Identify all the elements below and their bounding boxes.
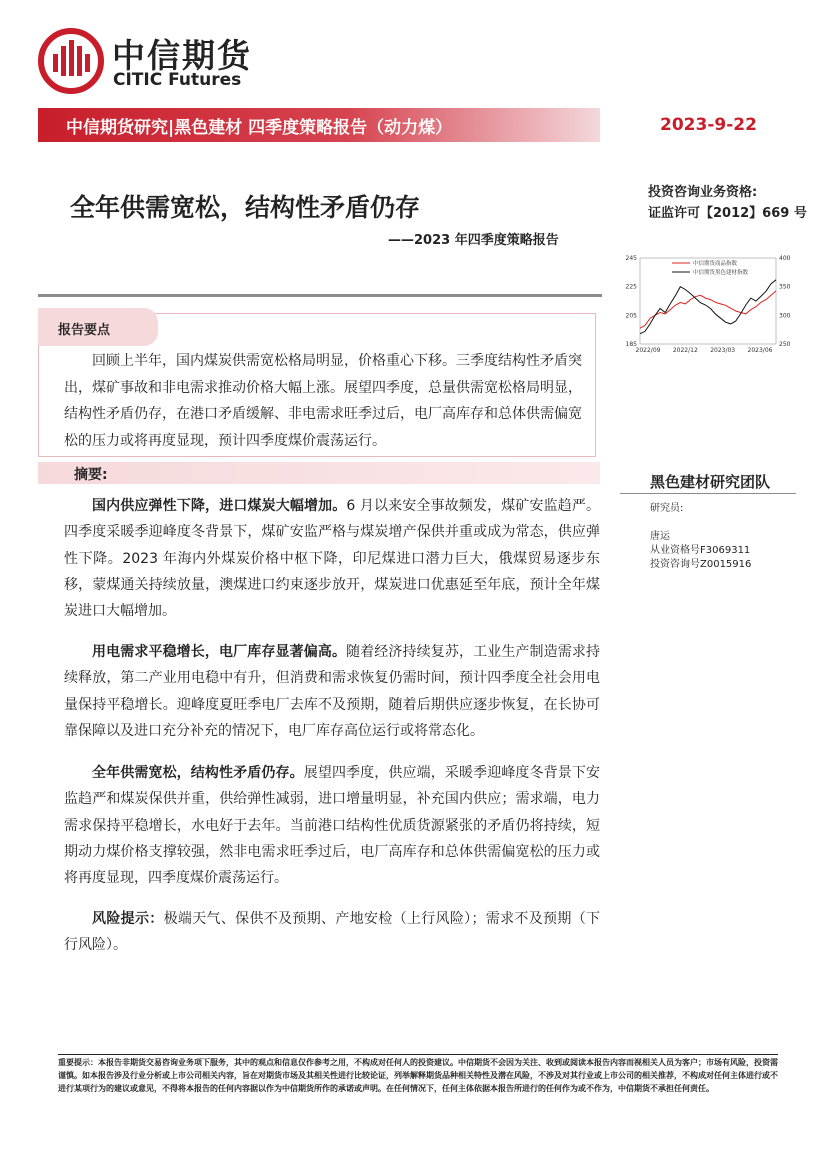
report-date: 2023-9-22 (660, 115, 757, 135)
summary-label: 报告要点 (58, 323, 111, 338)
paragraph-body: 6 月以来安全事故频发，煤矿安监趋严。四季度采暖季迎峰度冬背景下，煤矿安监严格与煤炭增产保供并重或成为常态，供应弹性下降。2023 年海内外煤炭价格中枢下降，印尼煤进口潜力巨大，俄煤贸易逐步东移，蒙煤通关持续放量，澳煤进口约束逐步放开，煤炭进口优惠延至年底，预计全年煤炭进口大幅增加。 (64, 498, 601, 620)
paragraph-lead: 全年供需宽松，结构性矛盾仍存。 (92, 765, 304, 781)
team-title: 黑色建材研究团队 (650, 473, 771, 491)
abstract-paragraph-demand (64, 639, 600, 744)
qualification-number: 证监许可【2012】669 号 (648, 206, 807, 221)
abstract-header-bar (38, 462, 600, 484)
paragraph-body: 随着经济持续复苏，工业生产制造需求持续释放，第二产业用电稳中有升，但消费和需求恢复仍需时间，预计四季度全社会用电量保持平稳增长。迎峰度夏旺季电厂去库不及预期，随着后期供应逐步恢复，在长协可靠保障以及进口充分补充的情况下，电厂库存高位运行或将常态化。 (64, 644, 601, 739)
summary-text: 回顾上半年，国内煤炭供需宽松格局明显，价格重心下移。三季度结构性矛盾突出，煤矿事故和非电需求推动价格大幅上涨。展望四季度，总量供需宽松格局明显，结构性矛盾仍存，在港口矛盾缓解、非电需求旺季过后，电厂高库存和总体供需偏宽松的压力或将再度显现，预计四季度煤价震荡运行。 (64, 353, 582, 449)
legend-label: 中信期货黑色建材指数 (693, 270, 749, 276)
x-tick-label: 2023/06 (747, 347, 773, 354)
paragraph-body: 展望四季度，供应端，采暖季迎峰度冬背景下安监趋严和煤炭保供并重，供给弹性减弱，进口增量明显，补充国内供应；需求端，电力需求保持平稳增长，水电好于去年。当前港口结构性优质货源紧张的矛盾仍将持续，短期动力煤价格支撑较强，然非电需求旺季过后，电厂高库存和总体供需偏宽松的压力或将再度显现，四季度煤价震荡运行。 (64, 765, 601, 887)
series-line (640, 291, 776, 328)
report-subtitle: ——2023 年四季度策略报告 (388, 233, 559, 248)
x-tick-label: 2022/12 (672, 347, 698, 354)
citic-logo-icon (38, 28, 104, 94)
abstract-paragraph-risk (64, 906, 600, 959)
chart-legend (672, 259, 749, 276)
title-divider (38, 294, 602, 297)
y-right-tick-label: 350 (779, 283, 791, 291)
x-tick-label: 2022/09 (635, 347, 661, 354)
y-left-tick-label: 225 (625, 283, 637, 291)
abstract-paragraph-outlook (64, 760, 600, 891)
y-left-tick-label: 185 (625, 341, 637, 348)
x-tick-label: 2023/03 (710, 347, 736, 354)
y-left-tick-label: 245 (625, 255, 637, 262)
paragraph-lead: 国内供应弹性下降，进口煤炭大幅增加。 (92, 498, 347, 514)
brand-name-cn: 中信期货 (112, 36, 252, 75)
analyst-name: 唐运 (650, 531, 670, 542)
paragraph-body: 极端天气、保供不及预期、产地安检（上行风险）；需求不及预期（下行风险）。 (64, 911, 601, 954)
header-banner-text: 中信期货研究|黑色建材 四季度策略报告（动力煤） (66, 118, 453, 138)
abstract-paragraph-supply (64, 493, 600, 624)
legend-label: 中信期货商品指数 (693, 261, 738, 267)
index-line-chart (618, 252, 798, 358)
analyst-license-1: 从业资格号F3069311 (650, 545, 751, 556)
y-left-tick-label: 205 (625, 312, 637, 320)
report-title: 全年供需宽松，结构性矛盾仍存 (70, 193, 421, 222)
team-role: 研究员: (650, 503, 684, 514)
footer-divider (58, 1054, 778, 1055)
qualification-label: 投资咨询业务资格: (648, 185, 758, 200)
paragraph-lead: 风险提示： (92, 911, 164, 927)
team-divider (620, 493, 796, 494)
y-right-tick-label: 400 (779, 255, 791, 262)
brand-name-en: CITIC Futures (113, 70, 242, 90)
y-right-tick-label: 300 (779, 312, 791, 320)
y-right-tick-label: 250 (779, 341, 791, 348)
disclaimer-text: 重要提示：本报告非期货交易咨询业务项下服务，其中的观点和信息仅作参考之用，不构成对任何人的投资建议。中信期货不会因为关注、收到或阅读本报告内容而视相关人员为客户；市场有风险，投资需谨慎。如本报告涉及行业分析或上市公司相关内容，旨在对期货市场及其相关性进行比较论证，列举解释期货品种相关特性及潜在风险，不涉及对其行业或上市公司的相关推荐，不构成对任何主体进行或不进行某项行为的建议或意见，不得将本报告的任何内容据以作为中信期货所作的承诺或声明。在任何情况下，任何主体依据本报告所进行的任何作为或不作为，中信期货不承担任何责任。 (58, 1058, 778, 1093)
analyst-license-2: 投资咨询号Z0015916 (650, 559, 752, 570)
paragraph-lead: 用电需求平稳增长，电厂库存显著偏高。 (92, 644, 347, 660)
chart-series (640, 280, 776, 334)
abstract-label: 摘要: (74, 467, 108, 483)
